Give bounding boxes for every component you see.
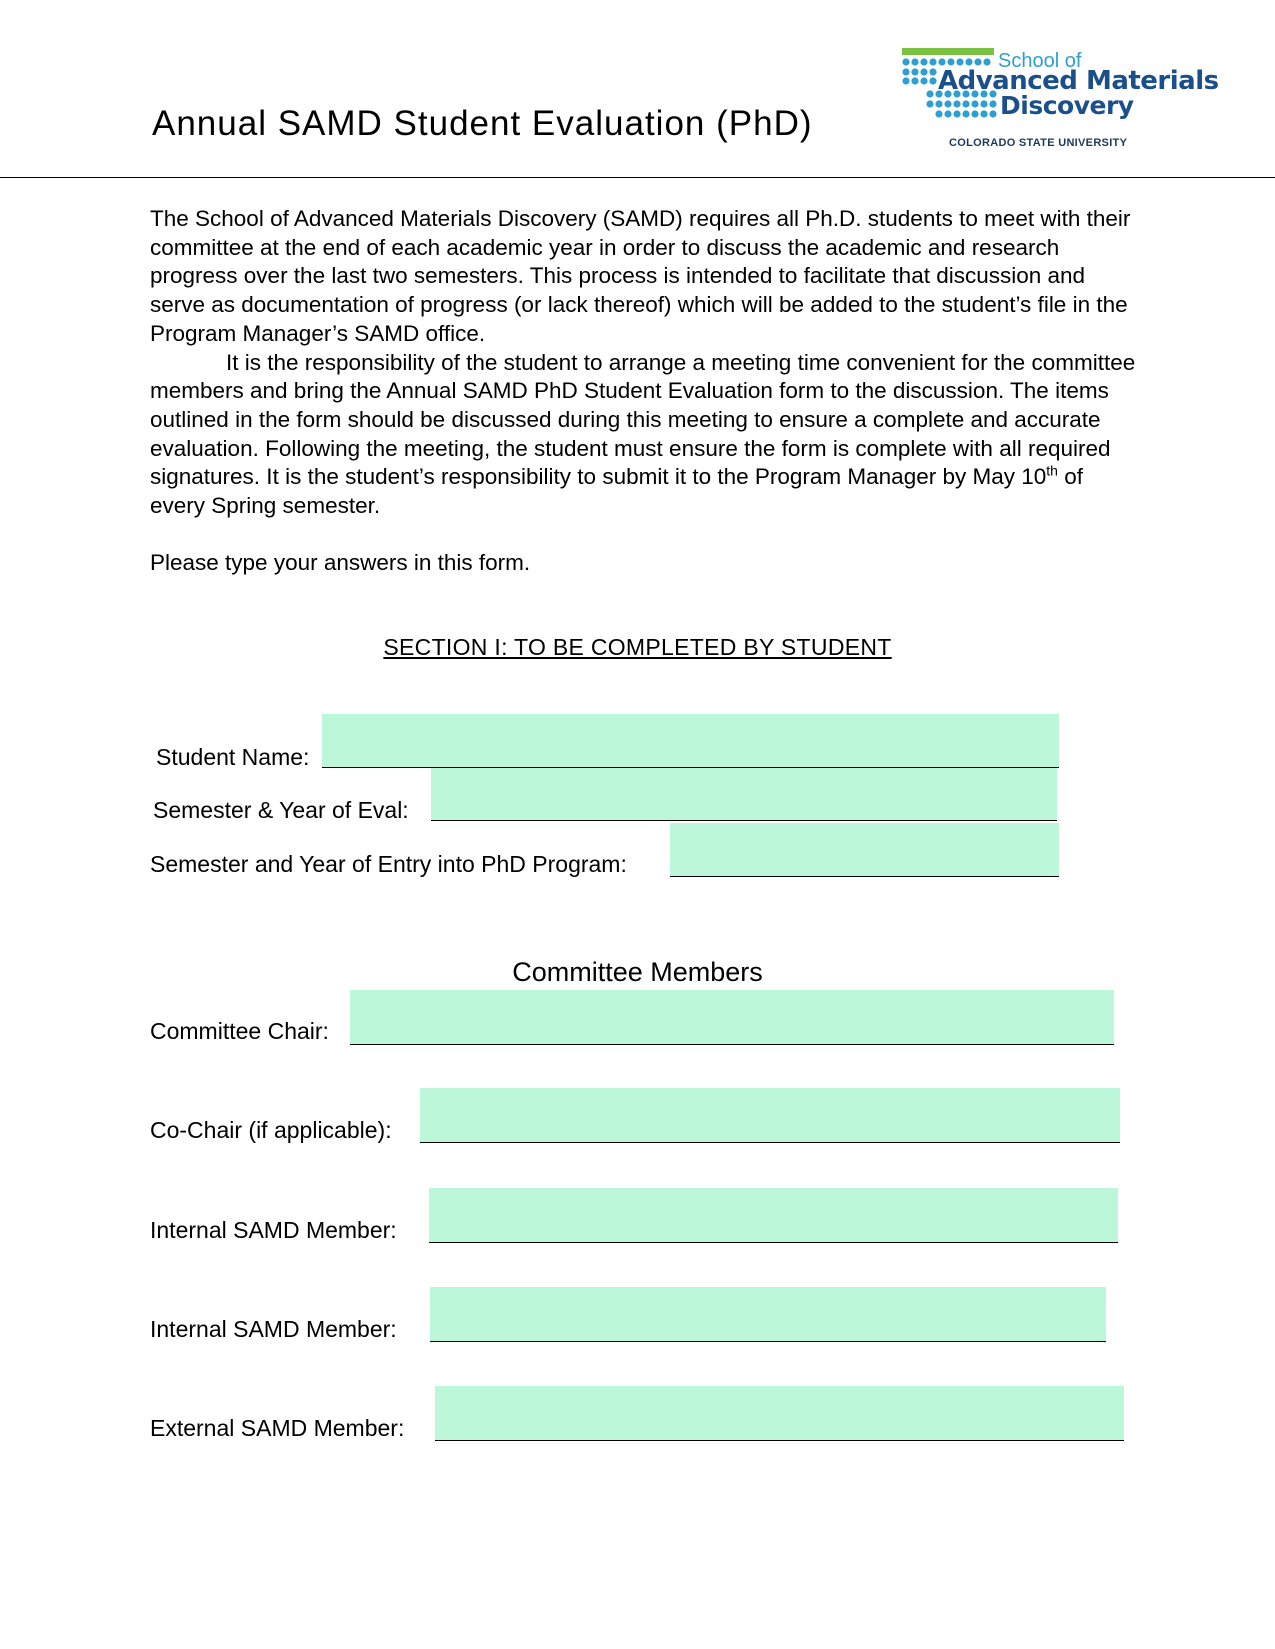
intro-paragraph-2 [150, 349, 1140, 521]
co-chair-field[interactable] [420, 1088, 1120, 1143]
logo-text-university: COLORADO STATE UNIVERSITY [949, 137, 1128, 149]
logo-text-school-of: School of [998, 50, 1082, 72]
page-title: Annual SAMD Student Evaluation (PhD) [152, 104, 813, 143]
intro-paragraph-2-end: of every Spring semester. [150, 464, 1083, 519]
semester-year-eval-field[interactable] [431, 768, 1057, 821]
internal-member-1-field[interactable] [429, 1188, 1118, 1243]
external-member-label: External SAMD Member: [150, 1415, 405, 1441]
intro-paragraph-2-main: It is the responsibility of the student to arrange a meeting time convenient for the committee members and bring the Annual SAMD PhD Student Evaluation form to the discussion. The items outlined in the form should be discussed during this meeting to ensure a complete and accurate evaluation. Following the meeting, the student must ensure the form is complete with all required signatures. It is the student’s responsibility to submit it to the Program Manager by May 10 [150, 349, 1136, 490]
semester-year-entry-field[interactable] [670, 823, 1059, 877]
logo-text-discovery: Discovery [1000, 91, 1134, 120]
student-name-field[interactable] [322, 714, 1059, 768]
type-answers-note: Please type your answers in this form. [150, 550, 531, 576]
intro-paragraph-1: The School of Advanced Materials Discovery (SAMD) requires all Ph.D. students to meet with their committee at the end of each academic year in order to discuss the academic and research progress over the last two semesters. This process is intended to facilitate that discussion and serve as documentation of progress (or lack thereof) which will be added to the student’s file in the Program Manager’s SAMD office. [150, 206, 1131, 346]
section-1-heading: SECTION I: TO BE COMPLETED BY STUDENT [383, 634, 892, 660]
intro-text [150, 205, 1140, 578]
internal-member-1-label: Internal SAMD Member: [150, 1217, 397, 1243]
logo-text-advanced-materials: Advanced Materials [938, 66, 1219, 96]
semester-year-entry-label: Semester and Year of Entry into PhD Program: [150, 851, 627, 877]
committee-chair-field[interactable] [350, 990, 1114, 1045]
header-divider [0, 177, 1275, 178]
committee-members-heading: Committee Members [512, 957, 763, 987]
committee-chair-label: Committee Chair: [150, 1018, 329, 1044]
ordinal-suffix: th [1046, 462, 1058, 479]
samd-logo [900, 48, 1220, 152]
internal-member-2-field[interactable] [430, 1287, 1106, 1342]
semester-year-eval-label: Semester & Year of Eval: [153, 797, 409, 823]
external-member-field[interactable] [435, 1386, 1124, 1441]
internal-member-2-label: Internal SAMD Member: [150, 1316, 397, 1342]
co-chair-label: Co-Chair (if applicable): [150, 1117, 392, 1143]
student-name-label: Student Name: [156, 744, 310, 770]
